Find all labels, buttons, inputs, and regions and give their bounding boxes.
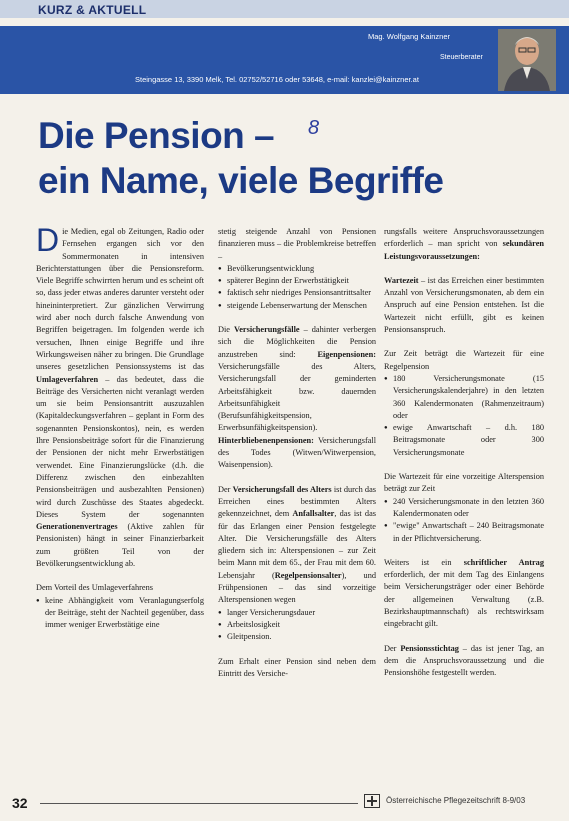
paragraph: Zum Erhalt einer Pension sind neben dem Eintritt des Versiche- xyxy=(218,656,376,678)
list-item: ● faktisch sehr niedriges Pensionsantrittsalter xyxy=(218,287,376,299)
journal-name: Österreichische Pflegezeitschrift 8-9/03 xyxy=(386,796,526,805)
article-headline xyxy=(38,113,443,203)
intro-paragraph: Die Medien, egal ob Zeitungen, Radio oder Fernsehen ergangen sich vor den Sommermonaten in intensiven Berichterstattungen über die Pensionsreform. Viele Begriffe schwirrten herum und es scheint oft so, dass jeder etwas anderes darunter versteht oder hineininterpretiert. Zur gänzlichen Verwirrung wird aber noch durch falsche Anwendung von Begriffen beigetragen. Im folgenden werde ich versuchen, Ihnen einige Begriffe und ihre Wirkungsweisen näher zu bringen. Die Grundlage unseres gesetzlichen Pensionssystems ist das Umlageverfahren – das bedeutet, dass die Beiträge des Versicherten nicht veranlagt werden um sie beim Pensionsantritt auszuzahlen (Kapitaldeckungsverfahren – geplant in Form des sogenannten Pensionskontos), nein, es werden Ihre Pensionsbeiträge sofort für die Finanzierung der Pensionen der nicht mehr Erwerbstätigen verwendet. Eine Finanzierungslücke (d.h. die Differenz zwischen den einbezahlten Pensionsbeiträgen und ausbezahlten Pensionen) wird durch Zuschüsse des Staates abgedeckt. Dieses System der sogenannten Generationenvertrages (Aktive zahlen für Pensionisten) hängt in seiner Finanzierbarkeit zum größten Teil von der Bevölkerungsentwicklung ab. xyxy=(36,222,204,569)
bullet-list xyxy=(384,373,544,459)
page-number: 32 xyxy=(12,795,28,811)
list-item: ● 240 Versicherungsmonate in den letzten 360 Kalendermonaten oder xyxy=(384,496,544,521)
author-name: Mag. Wolfgang Kainzner xyxy=(368,32,450,41)
author-portrait xyxy=(498,29,556,91)
footer-divider xyxy=(40,803,358,804)
headline-line-2: ein Name, viele Begriffe xyxy=(38,160,444,201)
list-item: ● Arbeitslosigkeit xyxy=(218,619,376,631)
text-column-1 xyxy=(36,222,204,644)
list-item: ● Gleitpension. xyxy=(218,631,376,643)
bullet-list xyxy=(384,496,544,545)
paragraph: rungsfalls weitere Anspruchsvoraussetzungen erforderlich – man spricht von sekundären Leistungsvoraussetzungen: xyxy=(384,227,544,261)
list-item: ● keine Abhängigkeit vom Veranlagungserfolg der Beiträge, steht der Nachteil gegenüber, dass immer weniger Erwerbstätige eine xyxy=(36,595,204,632)
bullet-list xyxy=(218,263,376,312)
dropcap-letter: D xyxy=(36,222,60,258)
list-item: ● ewige Anwartschaft – d.h. 180 Beitragsmonate oder 300 Versicherungsmonate xyxy=(384,422,544,459)
bullet-list xyxy=(218,607,376,644)
paragraph: Weiters ist ein schriftlicher Antrag erforderlich, der mit dem Tag des Einlangens beim Versicherungsträger oder einer Behörde der allgemeinen Verwaltung (z.B. Bezirkshauptmannschaft) als rechtswirksam eingebracht gilt. xyxy=(384,557,544,629)
headline-line-1: Die Pension – xyxy=(38,115,275,156)
paragraph: Dem Vorteil des Umlageverfahrens xyxy=(36,583,153,593)
bullet-list xyxy=(36,595,204,632)
text-column-2 xyxy=(218,226,376,692)
paragraph: Zur Zeit beträgt die Wartezeit für eine Regelpension xyxy=(384,349,544,371)
handwritten-mark: 8 xyxy=(308,117,320,139)
author-role: Steuerberater xyxy=(440,54,483,61)
author-address: Steingasse 13, 3390 Melk, Tel. 02752/52716 oder 53648, e-mail: kanzlei@kainzner.at xyxy=(135,75,419,84)
list-item: ● 180 Versicherungsmonate (15 Versicherungskalenderjahre) in den letzten 360 Kalendermonaten (Rahmenzeitraum) oder xyxy=(384,373,544,422)
list-item: ● späterer Beginn der Erwerbstätigkeit xyxy=(218,275,376,287)
text-column-3 xyxy=(384,226,544,692)
paragraph: Der Pensionsstichtag – das ist jener Tag, an dem die Anspruchsvoraussetzung und die Pensionshöhe festgestellt werden. xyxy=(384,643,544,678)
list-item: ● steigende Lebenserwartung der Menschen xyxy=(218,300,376,312)
paragraph: stetig steigende Anzahl von Pensionen finanzieren muss – die Problemkreise betreffen – xyxy=(218,227,376,261)
list-item: ● langer Versicherungsdauer xyxy=(218,607,376,619)
paragraph: Die Versicherungsfälle – dahinter verbergen sich die Möglichkeiten die Pension anzustreben sind: Eigenpensionen: Versicherungsfälle des Alters, Versicherungsfall der geminderten Arbeitsfähigkeit bzw. dauernden Arbeitsunfähigkeit (Berufsunfähigkeitspension, Erwerbsunfähigkeitspension). Hinterbliebenenpensionen: Versicherungsfall des Todes (Witwen/Witwerpension, Waisenpension). xyxy=(218,325,376,470)
author-portrait-image xyxy=(498,29,556,91)
paragraph: Wartezeit – ist das Erreichen einer bestimmten Anzahl von Versicherungsmonaten, ab dem ein Anspruch auf eine Pension entstehen. Ist die Wartezeit nicht erfüllt, gibt es keinen Pensionsanspruch. xyxy=(384,275,544,335)
paragraph: Der Versicherungsfall des Alters ist durch das Erreichen eines bestimmten Alters gekennzeichnet, dem Anfallsalter, das ist das für das Erlangen einer Pension festgelegte Alter. Die Versicherungsfälle des Alters gliedern sich in: Alterspensionen – zur Zeit beim Mann mit dem 65., der Frau mit dem 60. Lebensjahr (Regelpensionsalter), und Frühpensionen – das sind vorzeitige Alterspensionen wegen xyxy=(218,484,376,605)
section-kicker: KURZ & AKTUELL xyxy=(38,3,147,17)
paragraph: Die Wartezeit für eine vorzeitige Alterspension beträgt zur Zeit xyxy=(384,472,544,494)
list-item: ● Bevölkerungsentwicklung xyxy=(218,263,376,275)
list-item: ● "ewige" Anwartschaft – 240 Beitragsmonate in der Pflichtversicherung. xyxy=(384,520,544,545)
journal-logo-icon xyxy=(364,794,380,808)
